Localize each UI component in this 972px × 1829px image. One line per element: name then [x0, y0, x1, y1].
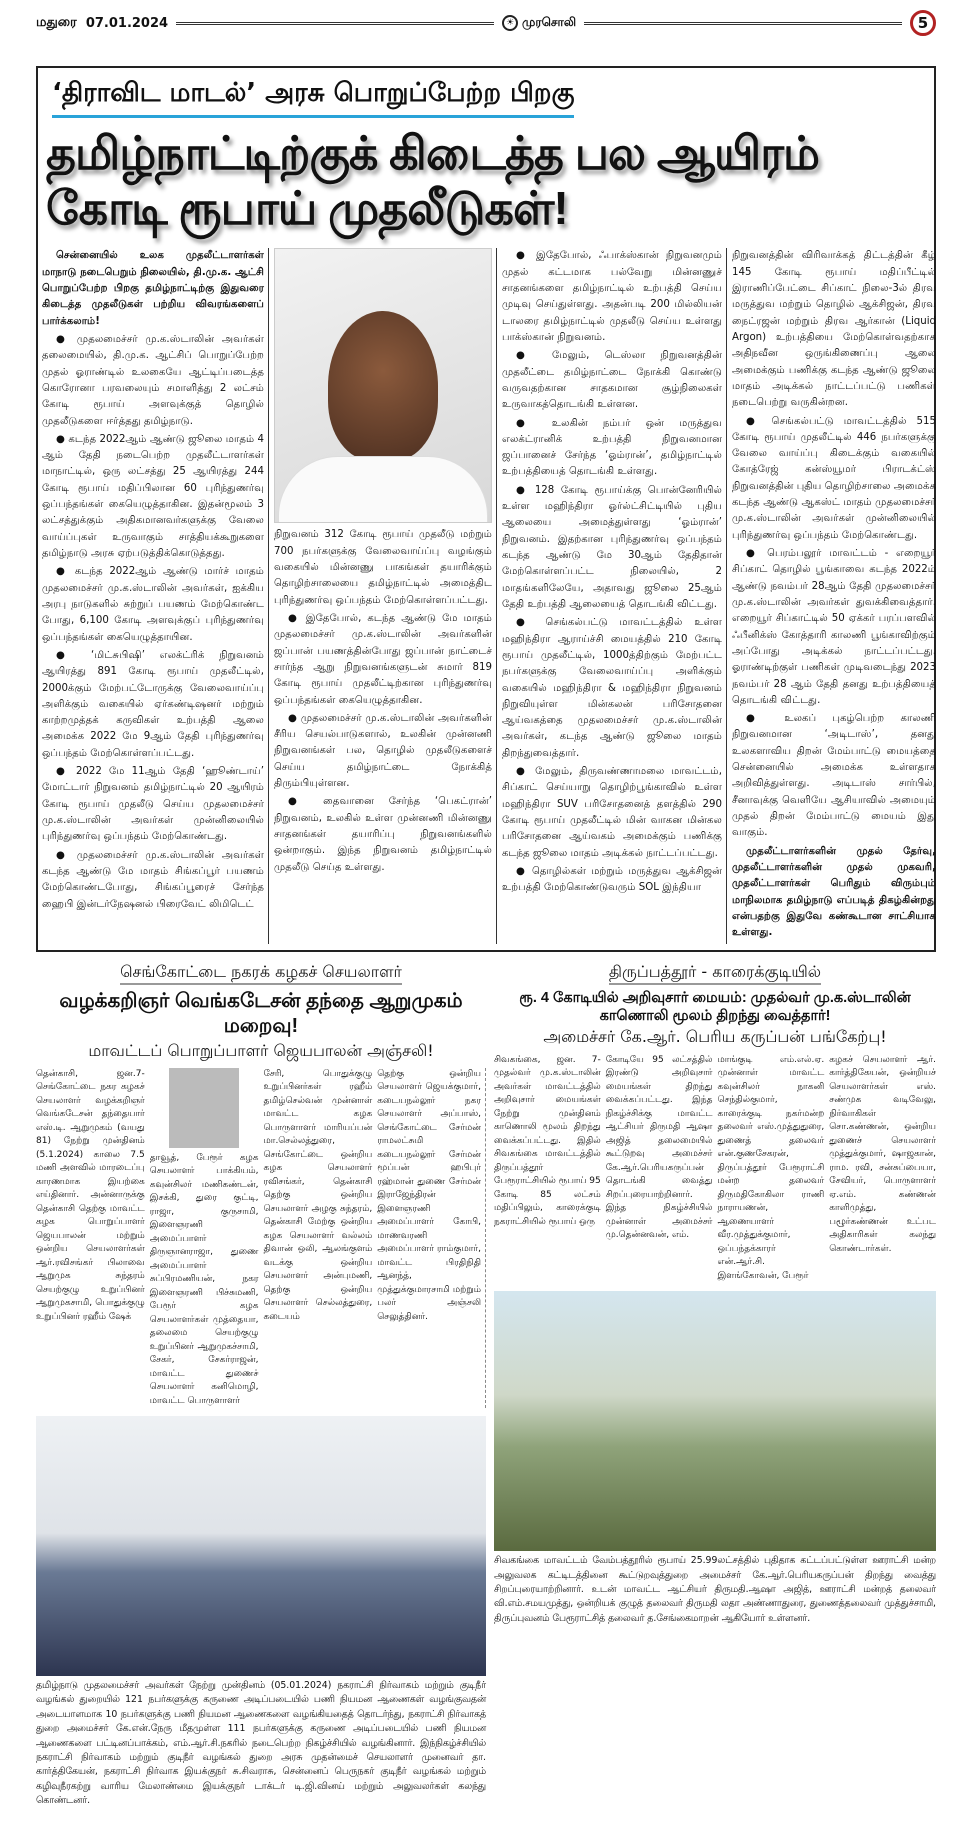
masthead: [36, 10, 936, 36]
date: 07.01.2024: [85, 15, 169, 31]
article-columns: [42, 248, 936, 943]
paragraph: ● முதலமைச்சர் மு.க.ஸ்டாலின் அவர்கள் கடந்த ஆண்டு மே மாதம் சிங்கப்பூர் பயணம் மேற்கொண்டபோது, சிங்கப்பூரைச் சேர்ந்த ஹைபி இன்டர்நேஷனல் பிரைவேட் லிமிடெட்: [42, 849, 264, 910]
conclusion: முதலீட்டாளர்களின் முதல் தேர்வு, முதலீட்டாளர்களின் முதல் முகவரி, முதலீட்டாளர்கள் பெரிதும் விரும்பும் மாநிலமாக தமிழ்நாடு எப்படித் திகழ்கின்றது என்பதற்கு இதுவே கண்கூடான சாட்சியாக உள்ளது.: [732, 845, 936, 939]
story-subheadline: அமைச்சர் கே.ஆர். பெரிய கருப்பன் பங்கேற்பு!: [543, 1026, 887, 1046]
article-column-3: [496, 248, 722, 943]
paragraph: ● 2022 மே 11ஆம் தேதி ‘ஹூண்டாய்’ மோட்டார் நிறுவனம் தமிழ்நாட்டில் 20 ஆயிரம் கோடி ரூபாய் முதலீடு செய்ய முதலமைச்சர் மு.க.ஸ்டாலின் அவர்கள் முன்னிலையில் புரிந்துணர்வு ஒப்பந்தம் மேற்கொண்டது.: [42, 766, 264, 843]
portrait: [328, 311, 438, 461]
main-headline: தமிழ்நாட்டிற்குக் கிடைத்த பல ஆயிரம் கோடி ரூபாய் முதலீடுகள்!: [46, 127, 820, 235]
story-column: கோடியே 95 லட்சத்தில் இரண்டு அறிவுசார் மையங்கள் திறந்து வைக்கப்பட்டது. இந்த நிகழ்ச்சிக்கு மாவட்ட ஆட்சியர் திருமதி ஆஷா அஜித் தலைமையில் கூட்டுறவு அமைச்சர் கே.ஆர்.பெரியகருப்பன் தொடங்கி வைத்து சிறப்புரையாற்றினார். இந்த நிகழ்ச்சியில் முன்னாள் அமைச்சர் மு.தென்னவன், எம்.: [605, 1054, 713, 1241]
main-kicker: ‘திராவிட மாடல்’ அரசு பொறுப்பேற்ற பிறகு: [52, 78, 574, 118]
main-article-box: [36, 66, 936, 952]
obituary-photo: [169, 1068, 239, 1148]
story-column: தெற்கு ஒன்றிய செயலாளர் ஜெயக்குமார், கடையநல்லூர் நகர செயலாளர் அப்பாஸ், செங்கோட்டை சேர்மன் ராமலட்சுமி கடையநல்லூர் சேர்மன் மூப்பன் ஹபிபுர் ரஹ்மான் துணை சேர்மன் இராஜேந்திரன் இளைஞரணி அமைப்பாளர் கோபி, மாணவரணி அமைப்பாளர் ராம்குமார், மாவட்ட பிரதிநிதி ஆனந்த், முத்துக்குமாரசாமி மற்றும் பலர் அஞ்சலி செலுத்தினர்.: [377, 1068, 486, 1409]
paragraph: ● பெரம்பலூர் மாவட்டம் - எறையூர் சிப்காட் தொழில் பூங்காவை கடந்த 2022ம் ஆண்டு நவம்பர் 28ஆம் தேதி முதலமைச்சர் மு.க.ஸ்டாலின் அவர்கள் துவக்கிவைத்தார். எறையூர் சிப்காட்டில் 50 ஏக்கர் பரப்பளவில் ஃபீனிக்ஸ் கோத்தாரி காலணி பூங்காவிற்கும் அப்போது அடிக்கல் நாட்டப்பட்டது. ஓராண்டிற்குள் பணிகள் முடிவடைந்து 2023 நவம்பர் 28 ஆம் தேதி தனது உற்பத்தியைத் தொடங்கி விட்டது.: [732, 548, 936, 706]
story-tiruppathur: [494, 962, 936, 1809]
paragraph: ● உலகின் நம்பர் ஒன் மருத்துவ எலக்ட்ரானிக் உற்பத்தி நிறுவனமான ஜப்பானைச் சேர்ந்த ‘ஓம்ரான்’, தமிழ்நாட்டில் உற்பத்தியைத் தொடங்கி உள்ளது.: [502, 417, 722, 478]
paragraph: ● தொழில்கள் மற்றும் மருத்துவ ஆக்சிஜன் உற்பத்தி மேற்கொண்டுவரும் SOL இந்தியா: [502, 865, 722, 894]
story-columns: [494, 1054, 936, 1284]
paragraph: ● உலகப் புகழ்பெற்ற காலணி நிறுவனமான ‘அடிடாஸ்’, தனது உலகளாவிய திறன் மேம்பாட்டு மையத்தை சென்னையில் அமைக்க உள்ளதாக அறிவித்துள்ளது. அடிடாஸ் சார்பில், சீனாவுக்கு வெளியே ஆசியாவில் அமையும் முதல் திறன் மேம்பாட்டு மையம் இது வாகும்.: [732, 713, 936, 839]
article-column-1: [42, 248, 264, 943]
paragraph: ● மேலும், திருவண்ணாமலை மாவட்டம், சிப்காட் செய்யாறு தொழிற்பூங்காவில் உள்ள மஹிந்திரா SUV பரிசோதனைத் தளத்தில் 290 கோடி ரூபாய் முதலீட்டில் மின் வாகன மின்கல பரிசோதனை ஆய்வகம் அமைக்கும் பணிக்கு கடந்த ஜூலை மாதம் அடிக்கல் நாட்டப்பட்டது.: [502, 766, 722, 859]
edition: மதுரை: [36, 15, 77, 30]
intro: சென்னையில் உலக முதலீட்டாளர்கள் மாநாடு நடைபெறும் நிலையில், தி.மு.க. ஆட்சி பொறுப்பேற்ற பிறகு தமிழ்நாட்டிற்கு இதுவரை கிடைத்த முதலீடுகள் பற்றிய விவரங்களைப் பார்க்கலாம்!: [42, 250, 264, 327]
paragraph: ● இதேபோல், ஃபாக்ஸ்கான் நிறுவனமும் முதல் கட்டமாக பல்வேறு மின்னணுச் சாதனங்களை தமிழ்நாட்டில் உற்பத்தி செய்ய முடிவு செய்துள்ளது. அதன்படி 200 மில்லியன் டாலரை தமிழ்நாட்டில் முதலீடு செய்ய உள்ளது பாக்ஸ்கான் நிறுவனம்.: [502, 250, 722, 343]
appointment-event-photo: [36, 1416, 486, 1676]
story-column: தென்காசி, ஜன.7- செங்கோட்டை நகர கழகச் செயலாளர் வழக்கறிஞர் வெங்கடேசன் தந்தையார் எஸ்.டி. ஆறுமுகம் (வயது 81) நேற்று முன்தினம் (5.1.2024) காலை 7.5 மணி அளவில் மாரடைப்பு காரணமாக இயற்கை எய்தினார். அன்னாருக்கு தென்காசி தெற்கு மாவட்ட கழக பொறுப்பாளர் ஜெயபாலன் மற்றும் ஒன்றிய செயலாளர்கள் ஆர்.ரவிசங்கர் பிலாவை ஆறுமுக சுந்தரம் செயற்குழு உறுப்பினர் ஆறுமுகசாமி, பொதுக்குழு உறுப்பினர் ரஹீம் ஷேக்: [36, 1068, 145, 1322]
chief-minister-photo: [274, 248, 492, 523]
story-headline: ரூ. 4 கோடியில் அறிவுசார் மையம்: முதல்வர் மு.க.ஸ்டாலின் காணொலி மூலம் திறந்து வைத்தார்!: [519, 989, 911, 1024]
story-column: சேரி, பொதுக்குழு உறுப்பினர்கள் ரஹீம் தமிழ்செல்வன் முன்னாள் மாவட்ட கழக பொருளாளர் மாரியப்பன் மா.செல்லத்துரை, செங்கோட்டை ஒன்றிய கழக செயலாளர் ரவிசங்கர், தென்காசி தெற்கு ஒன்றிய செயலாளர் அழகு சுந்தரம், தென்காசி மேற்கு ஒன்றிய கழக செயலாளர் வல்லம் திவான் ஒலி, ஆலங்குளம் வடக்கு ஒன்றிய செயலாளர் அன்புமணி, தெற்கு ஒன்றிய செயலாளர் செல்லத்துரை, கடையம்: [263, 1068, 373, 1322]
story-subheadline: மாவட்டப் பொறுப்பாளர் ஜெயபாலன் அஞ்சலி!: [88, 1040, 434, 1060]
paper-name: முரசொலி: [522, 15, 577, 29]
paragraph: ● தைவானை சேர்ந்த ‘பெகட்ரான்’ நிறுவனம், உலகில் உள்ள முன்னணி மின்னணு சாதனங்கள் தயாரிப்பு நிறுவனங்களில் ஒன்றாகும். இந்த நிறுவனம் தமிழ்நாட்டில் முதலீடு செய்த உள்ளது.: [274, 796, 492, 873]
photo-caption: சிவகங்கை மாவட்டம் வேம்பத்தூரில் ரூபாய் 25.99லட்சத்தில் புதிதாக கட்டப்பட்டுள்ள ஊராட்சி மன்ற அலுவலக கட்டிடத்தினை கூட்டுறவுத்துறை அமைச்சர் கே.ஆர்.பெரியகருப்பன் திறந்து வைத்து சிறப்புரையாற்றினார். உடன் மாவட்ட ஆட்சியர் திருமதி.ஆஷா அஜித், ஊராட்சி மன்றத் தலைவர் வி.எம்.சமயமுத்து, ஒன்றியக் குழுத் தலைவர் திருமதி லதா அண்ணாதுரை, துணைத்தலைவர் முத்துச்சாமி, திருப்புவனம் பேரூராட்சித் தலைவர் த.சேங்கைமாறன் ஆகியோர் உள்ளனர்.: [494, 1555, 936, 1624]
story-senkottai: [36, 962, 486, 1809]
paragraph: ● முதலமைச்சர் மு.க.ஸ்டாலின் அவர்கள் தலைமையில், தி.மு.க. ஆட்சிப் பொறுப்பேற்ற முதல் ஓராண்டில் உலகையே ஆட்டிப்படைத்த கொரோனா பரவலையும் சமாளித்து 2 லட்சம் கோடி ரூபாய் அளவுக்குத் தொழில் முதலீடுகளை ஈர்த்தது தமிழ்நாடு.: [42, 333, 264, 427]
story-column: தாவூத், பேரூர் கழக செயலாளர் பாக்கியம், கவுன்சிலர் மணிகண்டன், இசக்கி, துரை குட்டி, ராஜா, குருசாமி, இளைஞரணி அமைப்பாளர் திருஞானராஜா, துணை அமைப்பாளர் சுப்பிரமணியன், நகர இளைஞரணி பிச்சுமணி, பேரூர் கழக செயலாளர்கள் முத்தையா, தலைமை செயற்குழு உறுப்பினர் ஆறுமுகச்சாமி, சேகர், சேகர்ராஜன், மாவட்ட துணைச் செயலாளர் கனிமொழி, மாவட்ட பொருளாளர்: [149, 1152, 259, 1406]
story-column: சிவகங்கை, ஜன. 7- முதல்வர் மு.க.ஸ்டாலின் அவர்கள் மாவட்டத்தில் அறிவுசார் மையங்கள் நேற்று முன்தினம் காணொலி மூலம் திறந்து வைக்கப்பட்டது. இதில் சிவகங்கை மாவட்டத்தில் திருப்பத்தூர் பேரூராட்சியில் ரூபாய் 95 கோடி 85 லட்சம் மதிப்பிலும், காரைக்குடி நகராட்சியில் ரூபாய் ஒரு: [494, 1054, 601, 1227]
story-headline: வழக்கறிஞர் வெங்கடேசன் தந்தை ஆறுமுகம் மறைவு!: [59, 989, 463, 1037]
panchayat-office-event-photo: [494, 1291, 936, 1551]
story-kicker: திருப்பத்தூர் - காரைக்குடியில்: [609, 962, 821, 985]
story-column: கழகச் செயலாளர் ஆர். கார்த்திகேயன், ஒன்றியச் செயலாளர்கள் எஸ். சண்முக வடிவேலு, நிர்வாகிகள் சொ.கண்ணன், ஒன்றிய துணைச் செயலாளர் முத்துக்குமார், ஷாஜகான், ராம. ரவி, சன்சுப்பையா, சேவியர், பொருளாளர் ஏ.எம். கண்ணன் காளிமுத்து, பழூர்கண்ணன் உட்பட அதிகாரிகள் கலந்து கொண்டார்கள்.: [829, 1054, 936, 1254]
paragraph: ● இதேபோல், கடந்த ஆண்டு மே மாதம் முதலமைச்சர் மு.க.ஸ்டாலின் அவர்களின் ஜப்பான் பயணத்தின்போது ஜப்பான் நாட்டைச் சார்ந்த ஆறு நிறுவனங்களுடன் சுமார் 819 கோடி ரூபாய் முதலீட்டிற்கான புரிந்துணர்வு ஒப்பந்தங்கள் கையெழுத்தாகின.: [274, 612, 492, 706]
paragraph: நிறுவனத்தின் விரிவாக்கத் திட்டத்தின் கீழ் 145 கோடி ரூபாய் மதிப்பீட்டில் இராணிப்பேட்டை சிப்காட் நிலை-3ல் திரவ மருத்துவ மற்றும் தொழில் ஆக்சிஜன், திரவ நைட்ரஜன் மற்றும் திரவ ஆர்கான் (Liquid Argon) உற்பத்தியை மேற்கொள்வதற்காக அதிநவீன ஒருங்கிணைப்பு ஆலை அமைக்கும் பணிக்கு கடந்த ஆண்டு ஜூலை மாதம் அடிக்கல் நாட்டப்பட்டு பணிகள் நடைபெற்று வருகின்றன.: [732, 250, 936, 409]
paragraph: ● மேலும், டெஸ்லா நிறுவனத்தின் முதலீட்டை தமிழ்நாட்டை நோக்கி கொண்டு வருவதற்கான சாதகமான சூழ்நிலைகள் உருவாகத்தொடங்கி உள்ளன.: [502, 350, 722, 411]
paragraph: ● ‘மிட்சுபிஷி’ எலக்ட்ரிக் நிறுவனம் ஆயிரத்து 891 கோடி ரூபாய் முதலீட்டில், 2000க்கும் மேற்பட்டோருக்கு வேலைவாய்ப்பு அளிக்கும் வகையில் ஏர்கண்டிஷனர் மற்றும் காற்றமுத்தக் கருவிகள் உற்பத்தி ஆலை அமைக்க 2022 மே 9ஆம் தேதி புரிந்துணர்வு ஒப்பந்தம் மேற்கொள்ளப்பட்டது.: [42, 649, 264, 759]
story-kicker: செங்கோட்டை நகரக் கழகச் செயலாளர்: [120, 962, 402, 985]
rising-sun-icon: ☀: [502, 15, 518, 31]
paragraph: ● கடந்த 2022ஆம் ஆண்டு ஜூலை மாதம் 4 ஆம் தேதி நடைபெற்ற முதலீட்டாளர்கள் மாநாட்டில், ஒரு லட்சத்து 25 ஆயிரத்து 244 கோடி ரூபாய் மதிப்பிலான 60 புரிந்துணர்வு ஒப்பந்தங்கள் கையெழுத்தாகின. இதன்மூலம் 3 லட்சத்துக்கும் அதிகமானவர்களுக்கு வேலை வாய்ப்புகள் உருவாகும் சாத்தியக்கூறுகளை தமிழ்நாடு அரசு ஏற்படுத்திக்கொடுத்தது.: [42, 433, 264, 559]
paragraph: ● செங்கல்பட்டு மாவட்டத்தில் உள்ள மஹிந்திரா ஆராய்ச்சி மையத்தில் 210 கோடி ரூபாய் முதலீட்டில், 1000த்திற்கும் மேற்பட்ட நபர்களுக்கு வேலைவாய்ப்பு அளிக்கும் வகையில் மஹிந்திரா & மஹிந்திரா நிறுவனம் நிறுவியுள்ள மின்கலன் பரிசோதனை ஆய்வகத்தை முதலமைச்சர் மு.க.ஸ்டாலின் அவர்கள், கடந்த ஆண்டு ஜூலை மாதம் திறந்துவைத்தார்.: [502, 617, 722, 759]
paragraph: ● முதலமைச்சர் மு.க.ஸ்டாலின் அவர்களின் சீரிய செயல்பாடுகளால், உலகின் முன்னணி நிறுவனங்கள் பல, தொழில் முதலீடுகளைச் செய்ய தமிழ்நாட்டை நோக்கித் திரும்பியுள்ளன.: [274, 712, 492, 790]
bottom-section: [36, 962, 936, 1809]
paragraph: ● செங்கல்பட்டு மாவட்டத்தில் 515 கோடி ரூபாய் முதலீட்டில் 446 நபர்களுக்கு வேலை வாய்ப்பு கிடைக்கும் வகையில் கோத்ரேஜ் கன்ஸ்யூமர் பிராடக்ட்ஸ் நிறுவனத்தின் புதிய தொழிற்சாலை அமைக்க கடந்த ஆண்டு ஆகஸ்ட் மாதம் முதலமைச்சர் மு.க.ஸ்டாலின் அவர்கள் முன்னிலையில் புரிந்துணர்வு ஒப்பந்தம் மேற்கொண்டது.: [732, 415, 936, 541]
article-column-2: [268, 248, 492, 943]
paragraph: ● 128 கோடி ரூபாய்க்கு பொன்னேரியில் உள்ள மஹிந்திரா ஓர்ல்ட்சிட்டியில் புதிய ஆலையை அமைத்துள்ளது ‘ஓம்ரான்’ நிறுவனம். இதற்கான புரிந்துணர்வு ஒப்பந்தம் கடந்த ஆண்டு மே 30ஆம் தேதிதான் மேற்கொள்ளப்பட்ட நிலையில், 2 மாதங்களிலேயே, அதாவது ஜூலை 25ஆம் தேதி உற்பத்தி ஆலையைத் தொடங்கி விட்டது.: [502, 484, 722, 610]
paper-logo: [502, 15, 576, 31]
story-column: மாங்குடி எம்.எல்.ஏ. முன்னாள் மாவட்ட கவுன்சிலர் நாகனி செந்தில்குமார், காரைக்குடி நகர்மன்ற தலைவர் எஸ்.முத்துதுரை, துணைத் தலைவர் என்.குணசேகரன், திருப்பத்தூர் பேரூராட்சி மன்ற தலைவர் திருமதிகோகிலா ராணி நாராயணன், ஆணையாளர் வீர.முத்துக்குமார், ஒப்பந்தக்காரர் என்.ஆர்.சி. இளங்கோவன், பேரூர்: [717, 1054, 825, 1281]
paragraph: நிறுவனம் 312 கோடி ரூபாய் முதலீடு மற்றும் 700 நபர்களுக்கு வேலைவாய்ப்பு வழங்கும் வகையில் மின்னணு பாகங்கள் தயாரிக்கும் தொழிற்சாலையை தமிழ்நாட்டில் அமைத்திட புரிந்துணர்வு ஒப்பந்தம் மேற்கொள்ளப்பட்டது.: [274, 529, 492, 606]
story-column-with-photo: [150, 1068, 259, 1409]
divider: [584, 22, 902, 25]
article-column-4: [726, 248, 936, 943]
photo-caption: தமிழ்நாடு முதலமைச்சர் அவர்கள் நேற்று முன்தினம் (05.01.2024) நகராட்சி நிர்வாகம் மற்றும் குடிநீர் வழங்கல் துறையில் 121 நபர்களுக்கு கருணை அடிப்படையில் பணி நியமன ஆணைகள் வழங்குவதன் அடையாளமாக 10 நபர்களுக்கு பணி நியமன ஆணைகளை வழங்கியதைத் தொடர்ந்து, நகராட்சி நிர்வாகத் துறை அமைச்சர் கே.என்.நேரு மீதமுள்ள 111 நபர்களுக்கு கருணை அடிப்படையில் பணி நியமன ஆணைகளை பட்டினப்பாக்கம், எம்.ஆர்.சி.நகரில் நடைபெற்ற நிகழ்ச்சியில் வழங்கினார். இந்நிகழ்ச்சியில் நகராட்சி நிர்வாகம் மற்றும் குடிநீர் வழங்கல் துறை அரசு முதன்மைச் செயலாளர் முனைவர் தா. கார்த்திகேயன், நகராட்சி நிர்வாக இயக்குநர் சு.சிவராசு, சென்னைப் பெருநகர் குடிநீர் வழங்கல் மற்றும் கழிவுநீரகற்று வாரிய மேலாண்மை இயக்குநர் டாக்டர் டி.ஜி.வினய் மற்றும் அலுவலர்கள் கலந்து கொண்டனர்.: [36, 1680, 486, 1807]
paragraph: ● கடந்த 2022ஆம் ஆண்டு மார்ச் மாதம் முதலமைச்சர் மு.க.ஸ்டாலின் அவர்கள், ஐக்கிய அரபு நாடுகளில் சுற்றுப் பயணம் மேற்கொண்ட போது, 6,100 கோடி அளவுக்குப் புரிந்துணர்வு ஒப்பந்தங்கள் கையெழுத்தாயின.: [42, 566, 264, 643]
page-number: 5: [910, 10, 936, 36]
divider: [176, 22, 494, 25]
story-columns: [36, 1068, 486, 1409]
